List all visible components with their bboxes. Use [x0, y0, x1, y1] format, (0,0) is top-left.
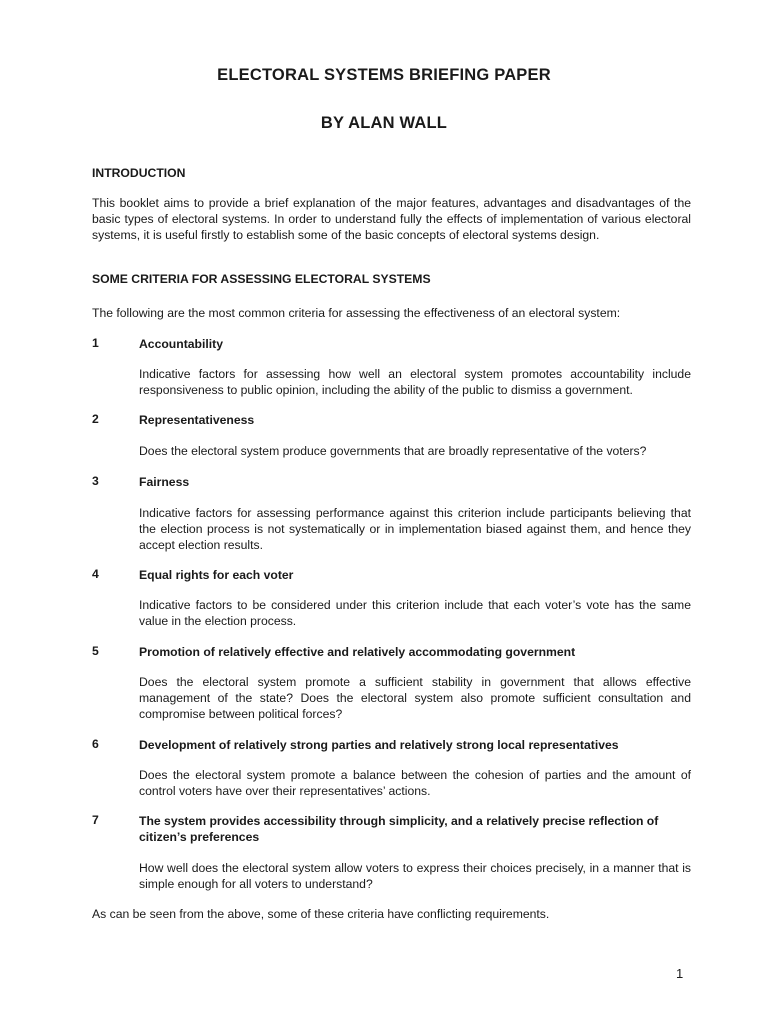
- criterion-title: The system provides accessibility through simplicity, and a relatively precise reflection of citizen’s preferences: [139, 814, 659, 844]
- criteria-conclusion: As can be seen from the above, some of these criteria have conflicting requirements.: [92, 907, 550, 921]
- criterion-number: 5: [92, 644, 99, 658]
- document-title: ELECTORAL SYSTEMS BRIEFING PAPER: [217, 66, 551, 84]
- criterion-number: 2: [92, 412, 99, 426]
- criterion-title: Development of relatively strong parties and relatively strong local representatives: [139, 738, 619, 752]
- criterion-description: Does the electoral system produce governments that are broadly representative of the voters?: [139, 444, 647, 458]
- criterion-description: Indicative factors for assessing performance against this criterion include participants believing that the election process is not systematically or in implementation biased against them, and hence they accept election results.: [139, 506, 691, 552]
- criteria-intro: The following are the most common criteria for assessing the effectiveness of an electoral system:: [92, 306, 621, 320]
- criteria-heading: SOME CRITERIA FOR ASSESSING ELECTORAL SYSTEMS: [92, 272, 431, 286]
- criterion-description: Indicative factors to be considered under this criterion include that each voter’s vote has the same value in the election process.: [139, 598, 691, 628]
- criterion-description: Does the electoral system promote a sufficient stability in government that allows effective management of the state? Does the electoral system also promote sufficient consultation and compromise between political forces?: [139, 675, 691, 721]
- introduction-heading: INTRODUCTION: [92, 166, 186, 180]
- page-number: 1: [676, 966, 684, 981]
- criterion-description: Indicative factors for assessing how well an electoral system promotes accountability include responsiveness to public opinion, including the ability of the public to dismiss a government.: [139, 367, 691, 397]
- criterion-number: 7: [92, 813, 99, 827]
- criterion-number: 6: [92, 737, 99, 751]
- criterion-title: Fairness: [139, 475, 190, 489]
- criterion-number: 3: [92, 474, 99, 488]
- criterion-number: 4: [92, 567, 99, 581]
- criterion-title: Representativeness: [139, 413, 255, 427]
- criterion-number: 1: [92, 336, 99, 350]
- document-author: BY ALAN WALL: [320, 114, 448, 132]
- criterion-title: Promotion of relatively effective and relatively accommodating government: [139, 645, 576, 659]
- criterion-title: Equal rights for each voter: [139, 568, 294, 582]
- criterion-description: How well does the electoral system allow voters to express their choices precisely, in a manner that is simple enough for all voters to understand?: [139, 861, 691, 891]
- introduction-body: This booklet aims to provide a brief explanation of the major features, advantages and disadvantages of the basic types of electoral systems. In order to understand fully the effects of implementation of various electoral systems, it is useful firstly to establish some of the basic concepts of electoral systems design.: [92, 196, 691, 242]
- criterion-title: Accountability: [139, 337, 223, 351]
- criterion-description: Does the electoral system promote a balance between the cohesion of parties and the amount of control voters have over their representatives’ actions.: [139, 768, 691, 798]
